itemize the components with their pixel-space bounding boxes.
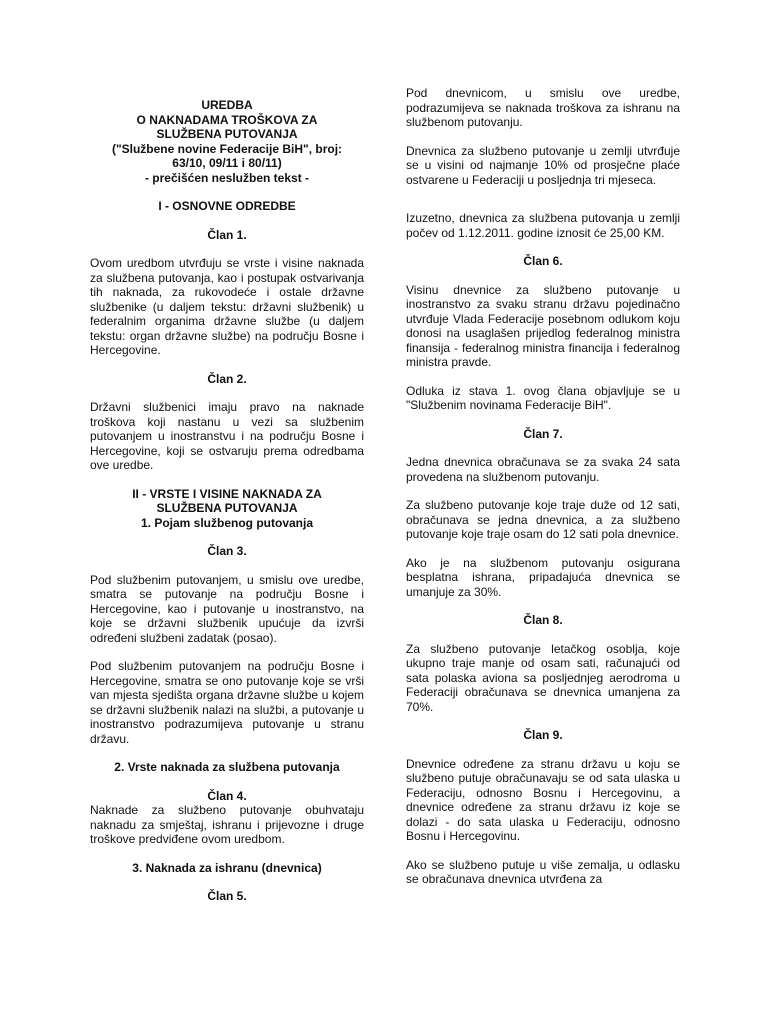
article-heading-7: Član 7. (523, 426, 563, 441)
document-title (90, 98, 364, 185)
article-heading-2: Član 2. (207, 371, 247, 386)
article-8-paragraph-1: Za službeno putovanje letačkog osoblja, koje ukupno traje manje od osam sati, računajući od sata polaska aviona sa posljednjeg aerodroma u Federaciji obračunava se dnevnica umanjena za 70%. (406, 641, 680, 714)
article-1-text: Ovom uredbom utvrđuju se vrste i visine naknada za službena putovanja, kao i postupak ostvarivanja tih naknada, za rukovodeće i ostale državne službenike (u daljem tekstu: državni službenik) u federalnim organima državne službe (u daljem tekstu: organ državne službe) na području Bosne i Hercegovine. (90, 256, 364, 357)
section-2-line-1: II - VRSTE I VISINE NAKNADA ZA (132, 486, 322, 501)
article-2-text: Državni službenici imaju pravo na naknade troškova koji nastanu u vezi sa službenim putovanjem u inostranstvu i na području Bosne i Hercegovine, koji se ostvaruju prema odredbama ove uredbe. (90, 400, 364, 472)
article-heading-4: Član 4. (207, 788, 247, 803)
left-column (90, 98, 364, 904)
article-heading-8: Član 8. (523, 613, 563, 627)
article-7-paragraph-2: Za službeno putovanje koje traje duže od 12 sati, obračunava se jedna dnevnica, a za službeno putovanje koje traje osam do 12 sati pola dnevnice. (406, 498, 680, 541)
article-heading-9: Član 9. (523, 728, 563, 742)
article-heading-1: Član 1. (207, 227, 247, 242)
right-column (406, 86, 680, 887)
article-9-paragraph-2: Ako se službeno putuje u više zemalja, u odlasku se obračunava dnevnica utvrđena za (406, 857, 680, 886)
article-3-paragraph-1: Pod službenim putovanjem, u smislu ove uredbe, smatra se putovanje na području Bosne i Hercegovine, kao i putovanje u inostranstvo, na koje se državni službenik upućuje da izvrši određeni službeni zadatak (posao). (90, 572, 364, 645)
article-5-paragraph-3: Izuzetno, dnevnica za službena putovanja u zemlji počev od 1.12.2011. godine iznosit će 25,00 KM. (406, 211, 680, 240)
section-2-line-2: SLUŽBENA PUTOVANJA (156, 501, 298, 515)
article-5-paragraph-2: Dnevnica za službeno putovanje u zemlji utvrđuje se u visini od najmanje 10% od prosječne plaće ostvarene u Federaciji u posljednja tri mjeseca. (406, 143, 680, 187)
article-7-paragraph-1: Jedna dnevnica obračunava se za svaka 24 sata provedena na službenom putovanju. (406, 455, 680, 484)
section-heading-1: I - OSNOVNE ODREDBE (158, 199, 296, 213)
article-heading-5: Član 5. (207, 889, 247, 903)
article-7-paragraph-3: Ako je na službenom putovanju osigurana besplatna ishrana, pripadajuća dnevnica se umanjuje za 30%. (406, 555, 680, 599)
title-line-3: SLUŽBENA PUTOVANJA (156, 127, 298, 141)
title-line-1: UREDBA (201, 98, 253, 112)
subsection-heading-2: 2. Vrste naknada za službena putovanja (114, 760, 340, 774)
title-line-5: 63/10, 09/11 i 80/11) (172, 156, 282, 170)
article-heading-6: Član 6. (523, 254, 563, 268)
title-line-4: ("Službene novine Federacije BiH", broj: (111, 141, 343, 156)
section-2-subheading: 1. Pojam službenog putovanja (140, 515, 314, 530)
section-heading-2 (90, 487, 364, 531)
article-4-text: Naknade za službeno putovanje obuhvataju naknadu za smještaj, ishranu i prijevozne i druge troškove predviđene ovom uredbom. (90, 803, 364, 846)
title-line-6: - prečišćen neslužben tekst - (144, 170, 310, 185)
article-6-paragraph-1: Visinu dnevnice za službeno putovanje u inostranstvo za svaku stranu državu pojedinačno utvrđuje Vlada Federacije posebnom odlukom koju donosi na usaglašen prijedlog federalnog ministra finansija - federalnog ministra financija i federalnog ministra pravde. (406, 282, 680, 369)
article-heading-3: Član 3. (207, 544, 247, 558)
article-9-paragraph-1: Dnevnice određene za stranu državu u koju se službeno putuje obračunavaju se od sata ulaska u Federaciju, odnosno Bosnu i Hercegovinu, a dnevnice određene za stranu državu iz koje se dolazi - do sata ulaska u Federaciju, odnosno Bosnu i Hercegovinu. (406, 756, 680, 843)
article-6-paragraph-2: Odluka iz stava 1. ovog člana objavljuje se u "Službenim novinama Federacije BiH". (406, 383, 680, 412)
subsection-heading-3: 3. Naknada za ishranu (dnevnica) (132, 860, 322, 875)
title-line-2: O NAKNADAMA TROŠKOVA ZA (136, 112, 318, 127)
article-3-paragraph-2: Pod službenim putovanjem na području Bosne i Hercegovine, smatra se ono putovanje koje se vrši van mjesta sjedišta organa državne službe u kojem se državni službenik nalazi na službi, a putovanje u inostranstvo podrazumijeva putovanje u stranu državu. (90, 659, 364, 746)
article-5-paragraph-1: Pod dnevnicom, u smislu ove uredbe, podrazumijeva se naknada troškova za ishranu na službenom putovanju. (406, 86, 680, 129)
